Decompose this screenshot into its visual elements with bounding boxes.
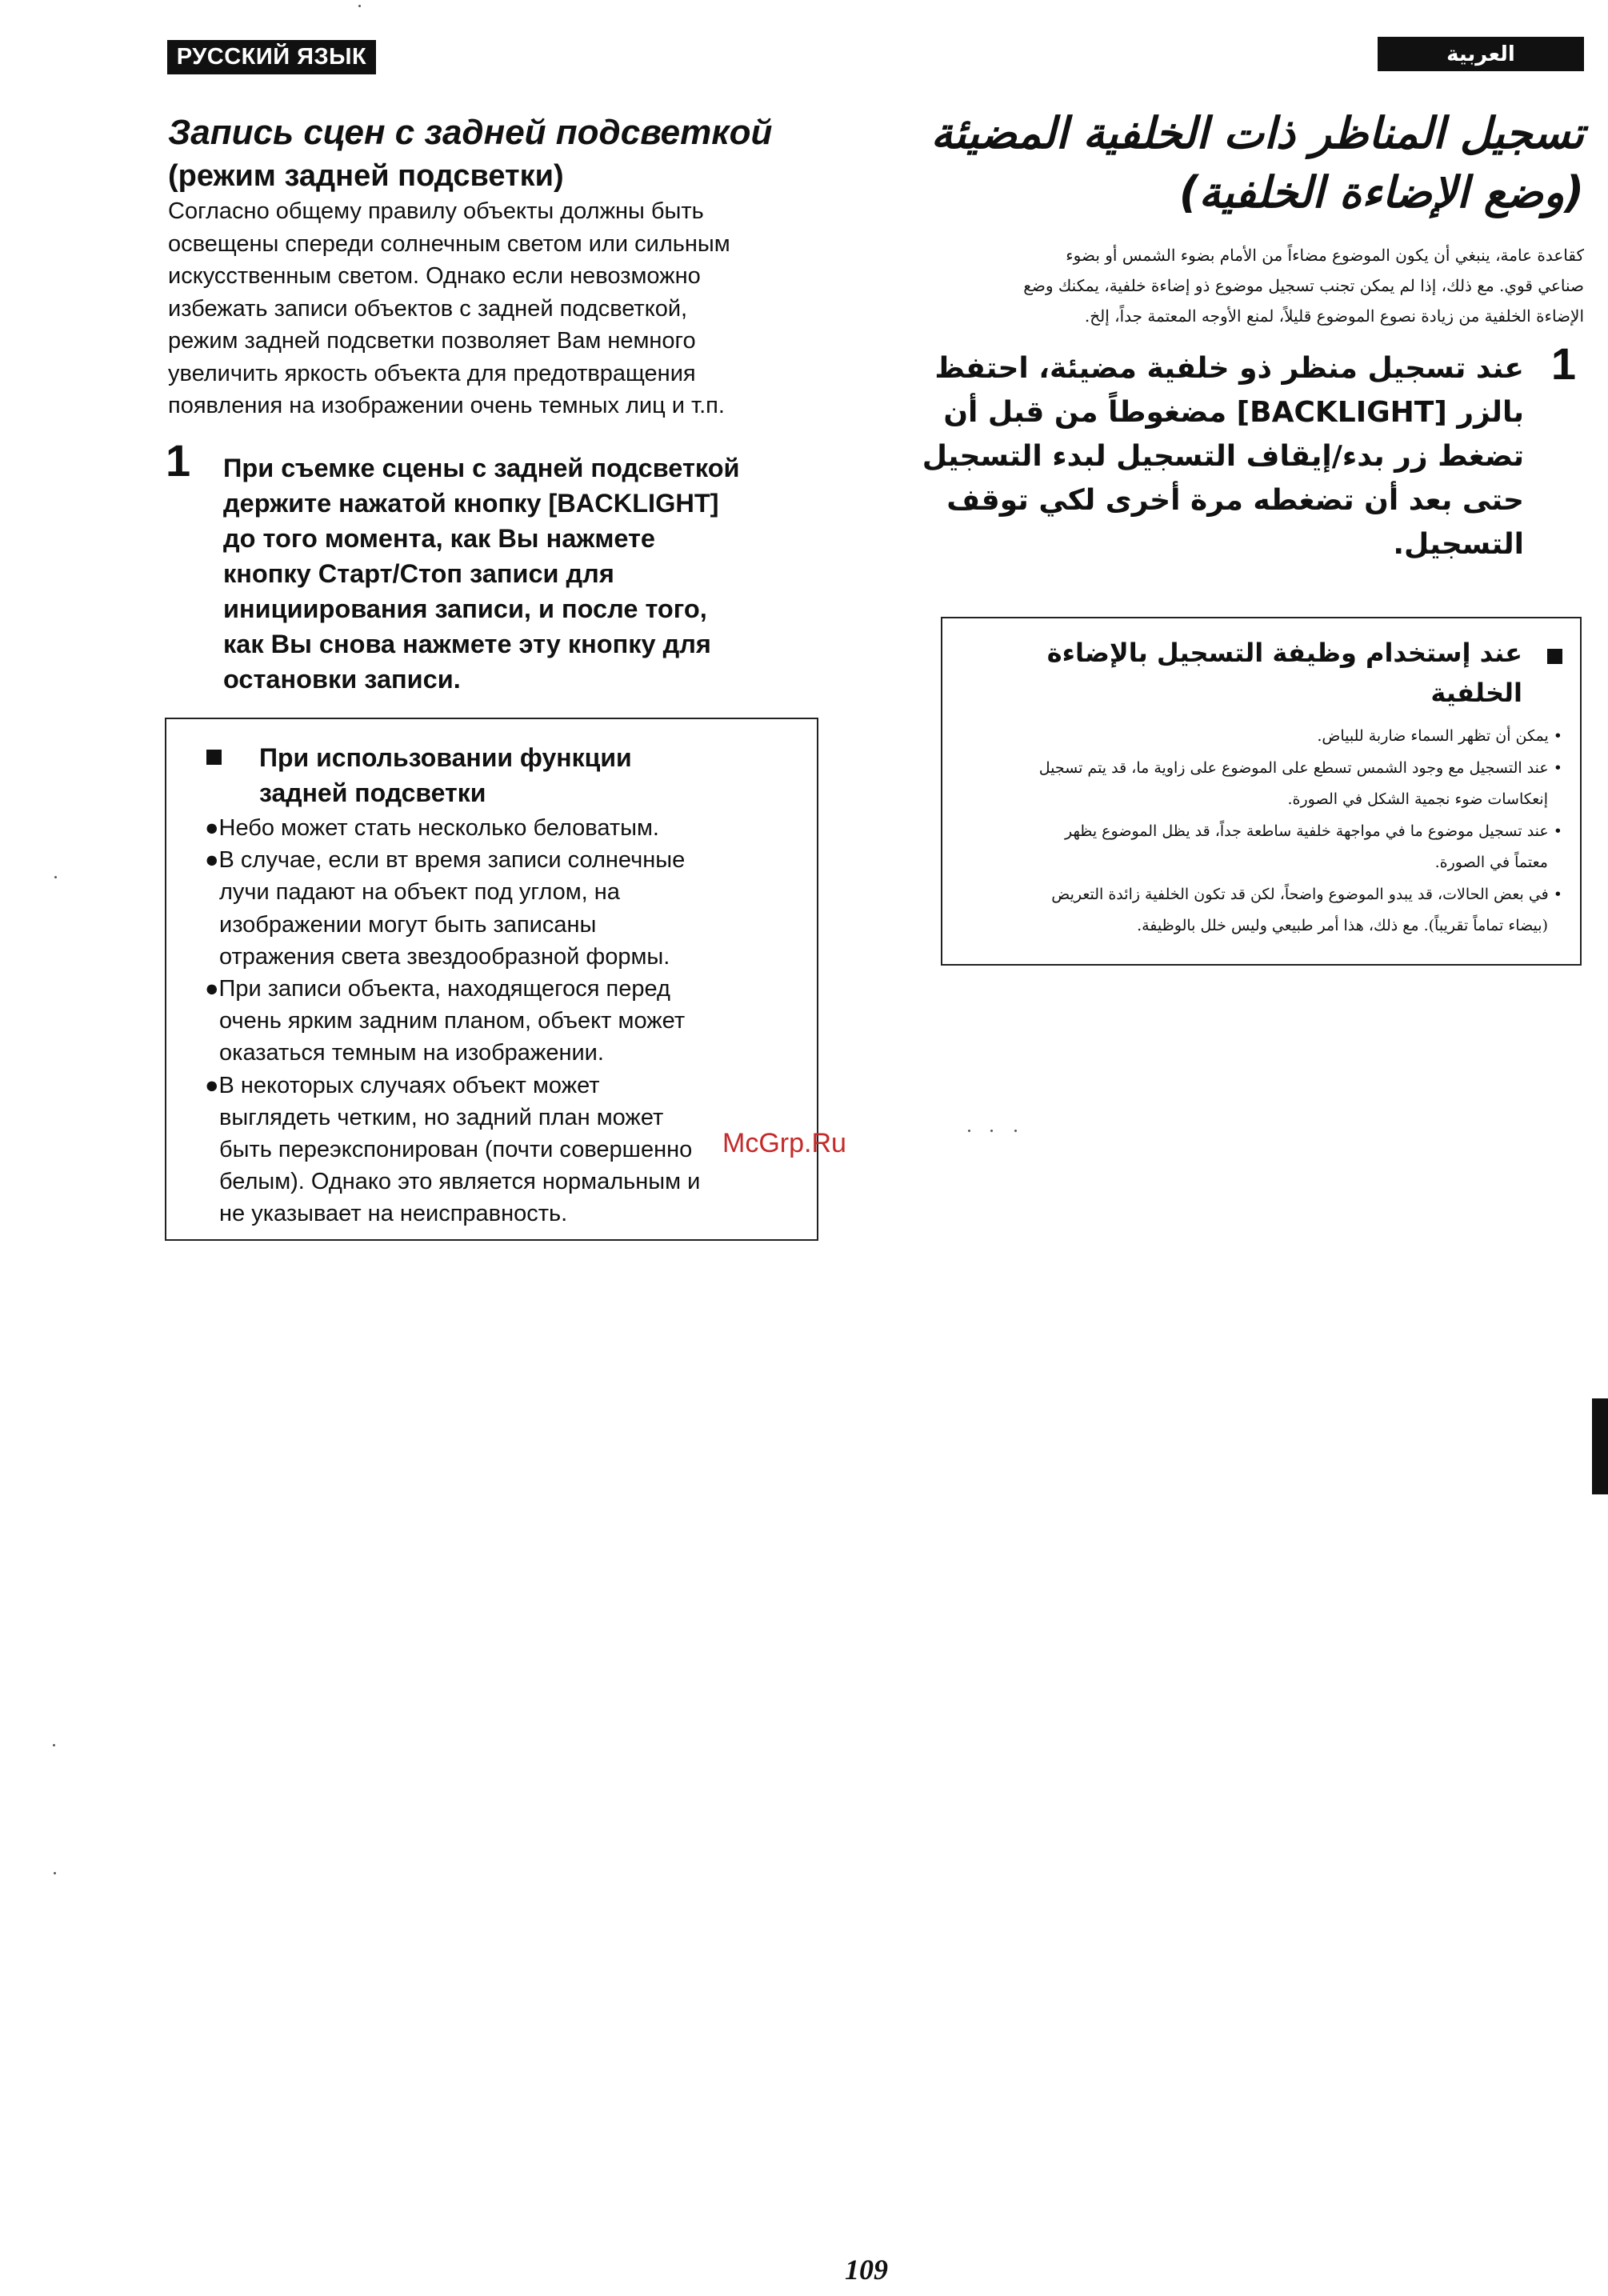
ar-step-line: عند تسجيل منظر ذو خلفية مضيئة، احتفظ — [934, 352, 1524, 385]
ru-step-line: остановки записи. — [223, 665, 461, 694]
ru-intro-line: избежать записи объектов с задней подсветкой, — [168, 295, 688, 322]
ru-note-line: ●При записи объекта, находящегося перед — [205, 976, 670, 1002]
ru-note-list — [205, 812, 700, 1230]
ru-step-line: держите нажатой кнопку [BACKLIGHT] — [223, 489, 719, 518]
ar-step-number: 1 — [1550, 338, 1576, 389]
ar-intro-paragraph — [864, 240, 1584, 331]
ar-note-line: • يمكن أن تظهر السماء ضاربة للبياض. — [1317, 727, 1562, 745]
ru-step-line: кнопку Старт/Стоп записи для — [223, 559, 614, 588]
language-tab-arabic: العربية — [1378, 37, 1584, 71]
ru-note-line: ●Небо может стать несколько беловатым. — [205, 815, 659, 841]
ar-intro-line: الإضاءة الخلفية من زيادة نصوع الموضوع قليلاً، لمنع الأوجه المعتمة جداً، إلخ. — [1084, 306, 1584, 326]
ar-step-line: التسجيل. — [1393, 528, 1524, 561]
ru-note-box — [165, 718, 818, 1241]
scan-speck — [53, 1744, 55, 1746]
ru-note-line: не указывает на неисправность. — [219, 1201, 568, 1227]
ru-intro-paragraph — [168, 195, 824, 422]
ru-note-line: изображении могут быть записаны — [219, 911, 597, 938]
page-number: 109 — [845, 2254, 888, 2286]
ru-step-number: 1 — [166, 435, 191, 486]
side-thumb-tab — [1592, 1398, 1608, 1494]
ar-note-line: (بيضاء تماماً تقريباً). مع ذلك، هذا أمر طبيعي وليس خلل بالوظيفة. — [1137, 917, 1548, 934]
scan-speck — [54, 876, 57, 878]
ru-note-line: оказаться темным на изображении. — [219, 1040, 604, 1066]
ru-note-line: ●В случае, если вт время записи солнечные — [205, 847, 686, 874]
ru-note-line: белым). Однако это является нормальным и — [219, 1169, 701, 1195]
ru-step-instruction — [223, 450, 831, 697]
ru-intro-line: Согласно общему правилу объекты должны быть — [168, 198, 704, 224]
ar-note-box — [941, 617, 1582, 966]
ru-section-title: Запись сцен с задней подсветкой — [168, 113, 773, 152]
ru-intro-line: увеличить яркость объекта для предотвращения — [168, 360, 696, 386]
ru-intro-line: искусственным светом. Однако если невозможно — [168, 263, 701, 289]
ru-note-heading-line: задней подсветки — [259, 778, 486, 807]
language-tab-russian: РУССКИЙ ЯЗЫК — [167, 40, 376, 74]
ar-title-line: تسجيل المناظر ذات الخلفية المضيئة — [930, 108, 1584, 158]
watermark: McGrp.Ru — [722, 1128, 846, 1158]
ar-title-line: (وضع الإضاءة الخلفية) — [1178, 167, 1584, 218]
ru-note-line: быть переэкспонирован (почти совершенно — [219, 1137, 693, 1163]
ru-note-line: очень ярким задним планом, объект может — [219, 1008, 686, 1034]
scan-speck — [54, 1872, 56, 1874]
scan-speck — [990, 1130, 993, 1132]
scan-speck — [1014, 1130, 1017, 1132]
scan-speck — [358, 5, 361, 7]
ru-note-heading-line: При использовании функции — [259, 743, 632, 772]
ru-step-line: инициирования записи, и после того, — [223, 594, 707, 623]
square-bullet-icon — [206, 750, 222, 765]
ar-note-line: • عند التسجيل مع وجود الشمس تسطع على الموضوع على زاوية ما، قد يتم تسجيل — [1038, 758, 1562, 777]
ar-step-line: تضغط زر بدء/إيقاف التسجيل لبدء التسجيل — [922, 440, 1524, 473]
ru-step-line: как Вы снова нажмете эту кнопку для — [223, 630, 711, 658]
ru-note-line: лучи падают на объект под углом, на — [219, 879, 620, 906]
ar-note-line: معتماً في الصورة. — [1434, 854, 1548, 871]
ar-intro-line: صناعي قوي. مع ذلك، إذا لم يمكن تجنب تسجيل موضوع ذو إضاءة خلفية، يمكنك وضع — [1023, 276, 1584, 295]
ru-note-line: отражения света звездообразной формы. — [219, 943, 670, 970]
ar-note-line: • في بعض الحالات، قد يبدو الموضوع واضحاً، لكن قد تكون الخلفية زائدة التعريض — [1051, 885, 1562, 903]
ar-intro-line: كقاعدة عامة، ينبغي أن يكون الموضوع مضاءاً من الأمام بضوء الشمس أو بضوء — [1066, 246, 1584, 265]
ar-note-line: • عند تسجيل موضوع ما في مواجهة خلفية ساطعة جداً، قد يظل الموضوع يظهر — [1065, 822, 1562, 840]
ar-section-title — [832, 104, 1584, 222]
ru-step-line: до того момента, как Вы нажмете — [223, 524, 655, 553]
ar-note-line: إنعكاسات ضوء نجمية الشكل في الصورة. — [1287, 790, 1548, 808]
scan-speck — [968, 1130, 970, 1132]
ru-note-line: выглядеть четким, но задний план может — [219, 1104, 664, 1130]
ar-note-heading — [1002, 633, 1562, 713]
ru-section-subtitle: (режим задней подсветки) — [168, 159, 564, 193]
ar-note-list — [954, 721, 1562, 942]
ar-step-line: حتى بعد أن تضغطه مرة أخرى لكي توقف — [946, 484, 1524, 517]
ar-note-heading-line: عند إستخدام وظيفة التسجيل بالإضاءة — [1046, 638, 1522, 668]
ru-step-line: При съемке сцены с задней подсветкой — [223, 454, 740, 482]
square-bullet-icon — [1547, 649, 1562, 664]
ar-step-instruction — [884, 346, 1524, 566]
ar-note-heading-line: الخلفية — [1430, 678, 1522, 708]
ru-intro-line: режим задней подсветки позволяет Вам немного — [168, 328, 696, 354]
ru-intro-line: появления на изображении очень темных лиц и т.п. — [168, 393, 725, 418]
ru-note-line: ●В некоторых случаях объект может — [205, 1072, 600, 1098]
ar-step-line: بالزر [BACKLIGHT] مضغوطاً من قبل أن — [943, 396, 1524, 429]
ru-intro-line: освещены спереди солнечным светом или сильным — [168, 230, 730, 257]
